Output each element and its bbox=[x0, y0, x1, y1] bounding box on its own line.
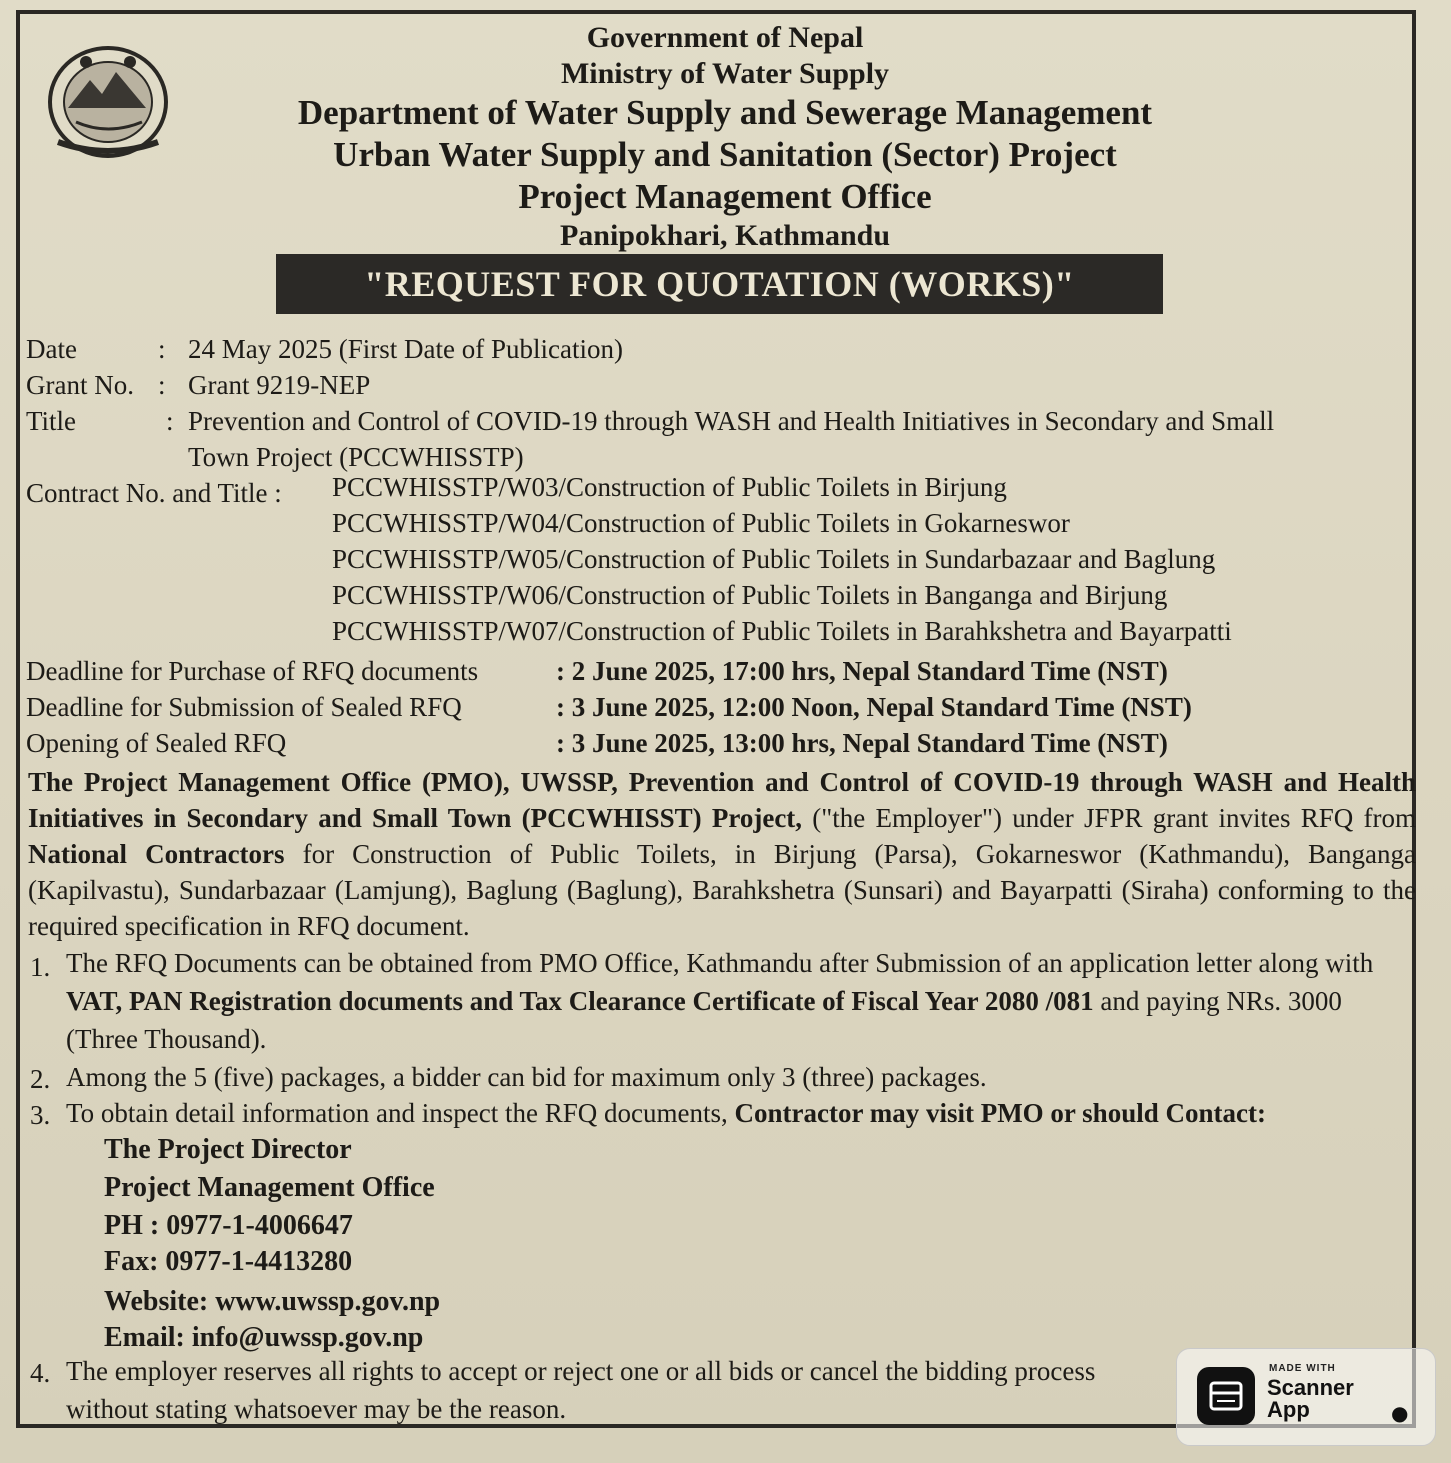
date-value: 24 May 2025 (First Date of Publication) bbox=[188, 334, 623, 364]
intro-employer-name: The Project Management Office (PMO), UWSSP, Prevention and Control of COVID-19 through WASH and Health Initiatives in Secondary and Small Town (PCCWHISST) Project, bbox=[28, 767, 1416, 833]
intro-contractor-type: National Contractors bbox=[28, 839, 285, 869]
header-department: Department of Water Supply and Sewerage Management bbox=[297, 93, 1153, 132]
intro-paragraph bbox=[28, 764, 1416, 944]
contact-website: Website: www.uwssp.gov.np bbox=[104, 1286, 441, 1317]
contact-email: Email: info@uwssp.gov.np bbox=[104, 1322, 424, 1353]
grant-colon: : bbox=[158, 370, 166, 400]
deadline-value: : 2 June 2025, 17:00 hrs, Nepal Standard Time (NST) bbox=[556, 656, 1168, 686]
item-text-bold: Contractor may visit PMO or should Contact: bbox=[734, 1098, 1266, 1128]
contract-item: PCCWHISSTP/W03/Construction of Public Toilets in Birjung bbox=[332, 472, 1007, 502]
intro-text: ("the Employer") under JFPR grant invites RFQ from bbox=[802, 803, 1416, 833]
contact-fax: Fax: 0977-1-4413280 bbox=[104, 1246, 353, 1277]
date-label: Date bbox=[26, 334, 77, 364]
item-text bbox=[66, 1352, 1166, 1428]
deadline-value: : 3 June 2025, 13:00 hrs, Nepal Standard Time (NST) bbox=[556, 728, 1168, 758]
contact-phone: PH : 0977-1-4006647 bbox=[104, 1210, 353, 1241]
contract-item: PCCWHISSTP/W04/Construction of Public Toilets in Gokarneswor bbox=[332, 508, 1070, 538]
header-location: Panipokhari, Kathmandu bbox=[559, 219, 891, 252]
intro-text: for Construction of Public Toilets, in Birjung (Parsa), Gokarneswor (Kathmandu), Banganga (Kapilvastu), Sundarbazaar (Lamjung), Baglung (Baglung), Barahkshetra (Sunsari) and Bayarpatti (Siraha) conforming to the required specification in RFQ document. bbox=[28, 839, 1416, 941]
item-text bbox=[66, 1058, 1416, 1096]
deadline-value: : 3 June 2025, 12:00 Noon, Nepal Standard Time (NST) bbox=[556, 692, 1192, 722]
title-colon: : bbox=[166, 406, 174, 436]
deadline-label: Deadline for Purchase of RFQ documents bbox=[26, 656, 479, 686]
title-value-line-1: Prevention and Control of COVID-19 through WASH and Health Initiatives in Secondary and Small bbox=[188, 406, 1275, 436]
scanner-glyph-icon bbox=[1197, 1367, 1255, 1425]
contract-item: PCCWHISSTP/W05/Construction of Public Toilets in Sundarbazaar and Baglung bbox=[332, 544, 1216, 574]
header-ministry: Ministry of Water Supply bbox=[560, 57, 890, 90]
rfq-banner: "REQUEST FOR QUOTATION (WORKS)" bbox=[276, 254, 1163, 314]
scanner-app-icon bbox=[1197, 1367, 1255, 1425]
title-label: Title bbox=[26, 406, 77, 436]
item-text-part: The employer reserves all rights to accept or reject one or all bids or cancel the bidding process without stating whatsoever may be the reason. bbox=[66, 1356, 1096, 1424]
item-text-part: The RFQ Documents can be obtained from PMO Office, Kathmandu after Submission of an application letter along with bbox=[66, 948, 1374, 978]
title-value-line-2: Town Project (PCCWHISSTP) bbox=[188, 442, 524, 472]
badge-name-line-1: Scanner bbox=[1267, 1375, 1354, 1400]
grant-value: Grant 9219-NEP bbox=[188, 370, 371, 400]
contract-item: PCCWHISSTP/W06/Construction of Public Toilets in Banganga and Birjung bbox=[332, 580, 1168, 610]
header-office: Project Management Office bbox=[518, 177, 932, 216]
item-text-part: and paying NRs. 3000 (Three Thousand). bbox=[66, 986, 1342, 1054]
badge-name-line-2: App bbox=[1267, 1397, 1310, 1422]
date-colon: : bbox=[158, 334, 166, 364]
item-text bbox=[66, 1094, 1416, 1132]
header-government: Government of Nepal bbox=[586, 21, 864, 54]
contact-office: Project Management Office bbox=[104, 1172, 435, 1203]
badge-app-name bbox=[1267, 1377, 1354, 1421]
deadline-label: Opening of Sealed RFQ bbox=[26, 728, 287, 758]
item-number: 3. bbox=[30, 1100, 51, 1130]
deadline-label: Deadline for Submission of Sealed RFQ bbox=[26, 692, 462, 722]
contract-label: Contract No. and Title : bbox=[26, 478, 282, 508]
header-project: Urban Water Supply and Sanitation (Sector) Project bbox=[333, 135, 1117, 174]
grant-label: Grant No. bbox=[26, 370, 134, 400]
item-number: 4. bbox=[30, 1358, 51, 1388]
item-text bbox=[66, 944, 1416, 1058]
item-number: 2. bbox=[30, 1064, 51, 1094]
badge-made-with: MADE WITH bbox=[1269, 1363, 1336, 1374]
header-block bbox=[180, 20, 1270, 254]
item-text-bold: VAT, PAN Registration documents and Tax Clearance Certificate of Fiscal Year 2080 /081 bbox=[66, 986, 1094, 1016]
apple-logo-icon: ● bbox=[1391, 1401, 1409, 1425]
contact-title: The Project Director bbox=[104, 1134, 352, 1165]
item-text-part: Among the 5 (five) packages, a bidder can bid for maximum only 3 (three) packages. bbox=[66, 1062, 987, 1092]
item-number: 1. bbox=[30, 952, 51, 982]
nepal-emblem-icon bbox=[46, 42, 170, 160]
item-text-part: To obtain detail information and inspect the RFQ documents, bbox=[66, 1098, 735, 1128]
contract-item: PCCWHISSTP/W07/Construction of Public Toilets in Barahkshetra and Bayarpatti bbox=[332, 616, 1232, 646]
scanner-app-badge bbox=[1176, 1348, 1436, 1446]
